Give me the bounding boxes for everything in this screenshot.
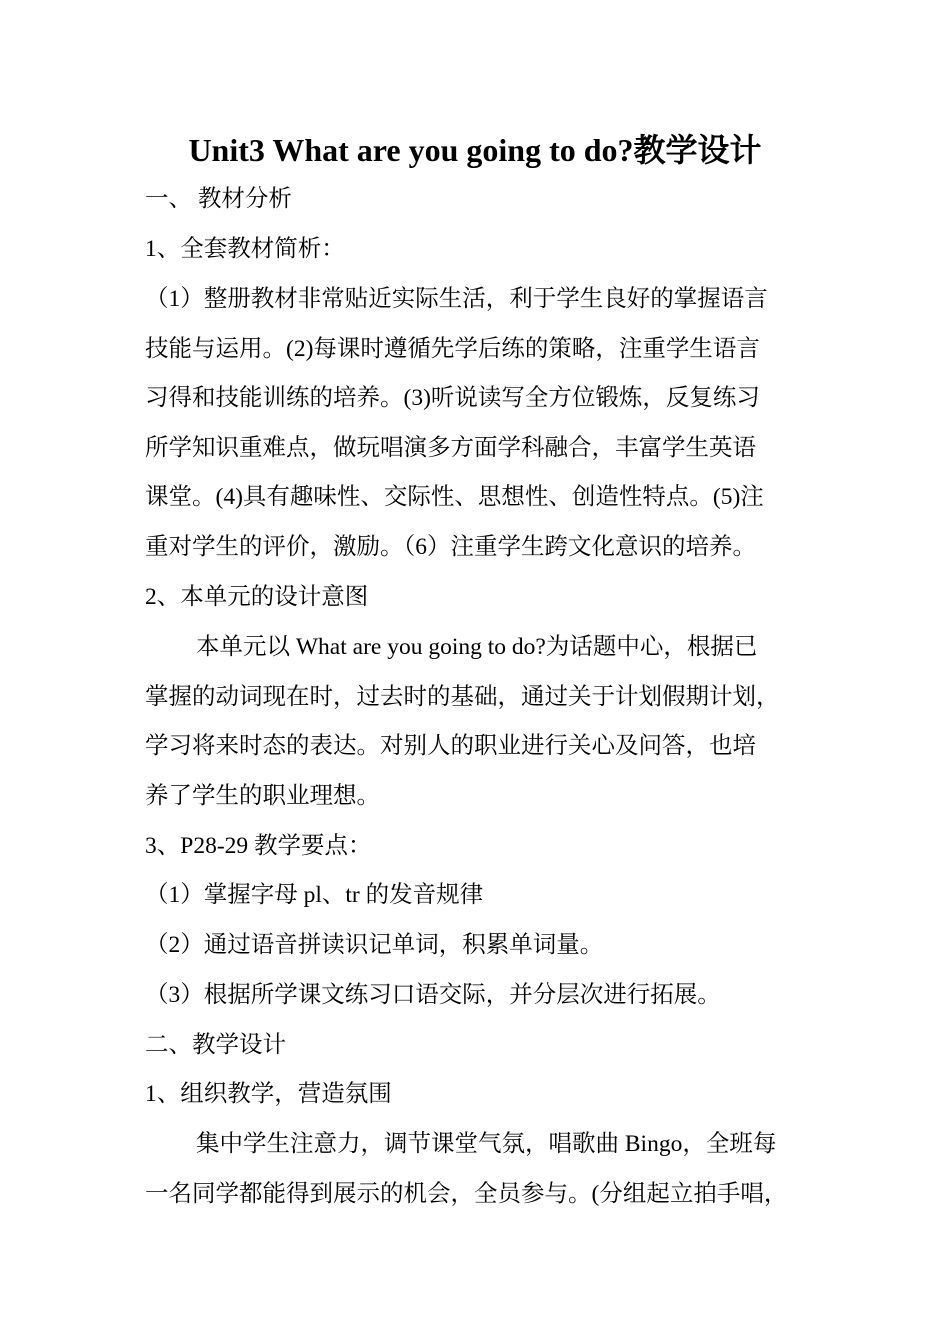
subheading-2-1: 1、组织教学，营造氛围 <box>145 1081 392 1107</box>
paragraph-line: 一名同学都能得到展示的机会，全员参与。(分组起立拍手唱， <box>145 1181 788 1207</box>
subheading-1-1: 1、全套教材简析： <box>145 236 345 262</box>
list-item: （1）掌握字母 pl、tr 的发音规律 <box>145 882 484 908</box>
paragraph-line: 学习将来时态的表达。对别人的职业进行关心及问答，也培 <box>145 733 756 759</box>
list-item: （2）通过语音拼读识记单词，积累单词量。 <box>145 932 604 958</box>
paragraph-line: 课堂。(4)具有趣味性、交际性、思想性、创造性特点。(5)注 <box>145 484 764 510</box>
paragraph-line: 本单元以 What are you going to do?为话题中心，根据已 <box>196 634 758 660</box>
paragraph-line: （1）整册教材非常贴近实际生活，利于学生良好的掌握语言 <box>145 286 768 312</box>
paragraph-line: 掌握的动词现在时，过去时的基础，通过关于计划假期计划， <box>145 684 780 710</box>
paragraph-line: 习得和技能训练的培养。(3)听说读写全方位锻炼，反复练习 <box>145 385 760 411</box>
document-title: Unit3 What are you going to do?教学设计 <box>188 132 762 168</box>
subheading-1-2: 2、本单元的设计意图 <box>145 584 369 610</box>
paragraph-line: 技能与运用。(2)每课时遵循先学后练的策略，注重学生语言 <box>145 336 760 362</box>
paragraph-line: 所学知识重难点，做玩唱演多方面学科融合，丰富学生英语 <box>145 435 756 461</box>
paragraph-line: 养了学生的职业理想。 <box>145 783 380 809</box>
list-item: （3）根据所学课文练习口语交际，并分层次进行拓展。 <box>145 982 721 1008</box>
subheading-1-3: 3、P28-29 教学要点： <box>145 833 372 859</box>
section-heading-1: 一、 教材分析 <box>145 186 292 212</box>
paragraph-line: 集中学生注意力，调节课堂气氛，唱歌曲 Bingo，全班每 <box>196 1131 777 1157</box>
paragraph-line: 重对学生的评价，激励。（6）注重学生跨文化意识的培养。 <box>145 534 756 560</box>
section-heading-2: 二、教学设计 <box>145 1032 286 1058</box>
